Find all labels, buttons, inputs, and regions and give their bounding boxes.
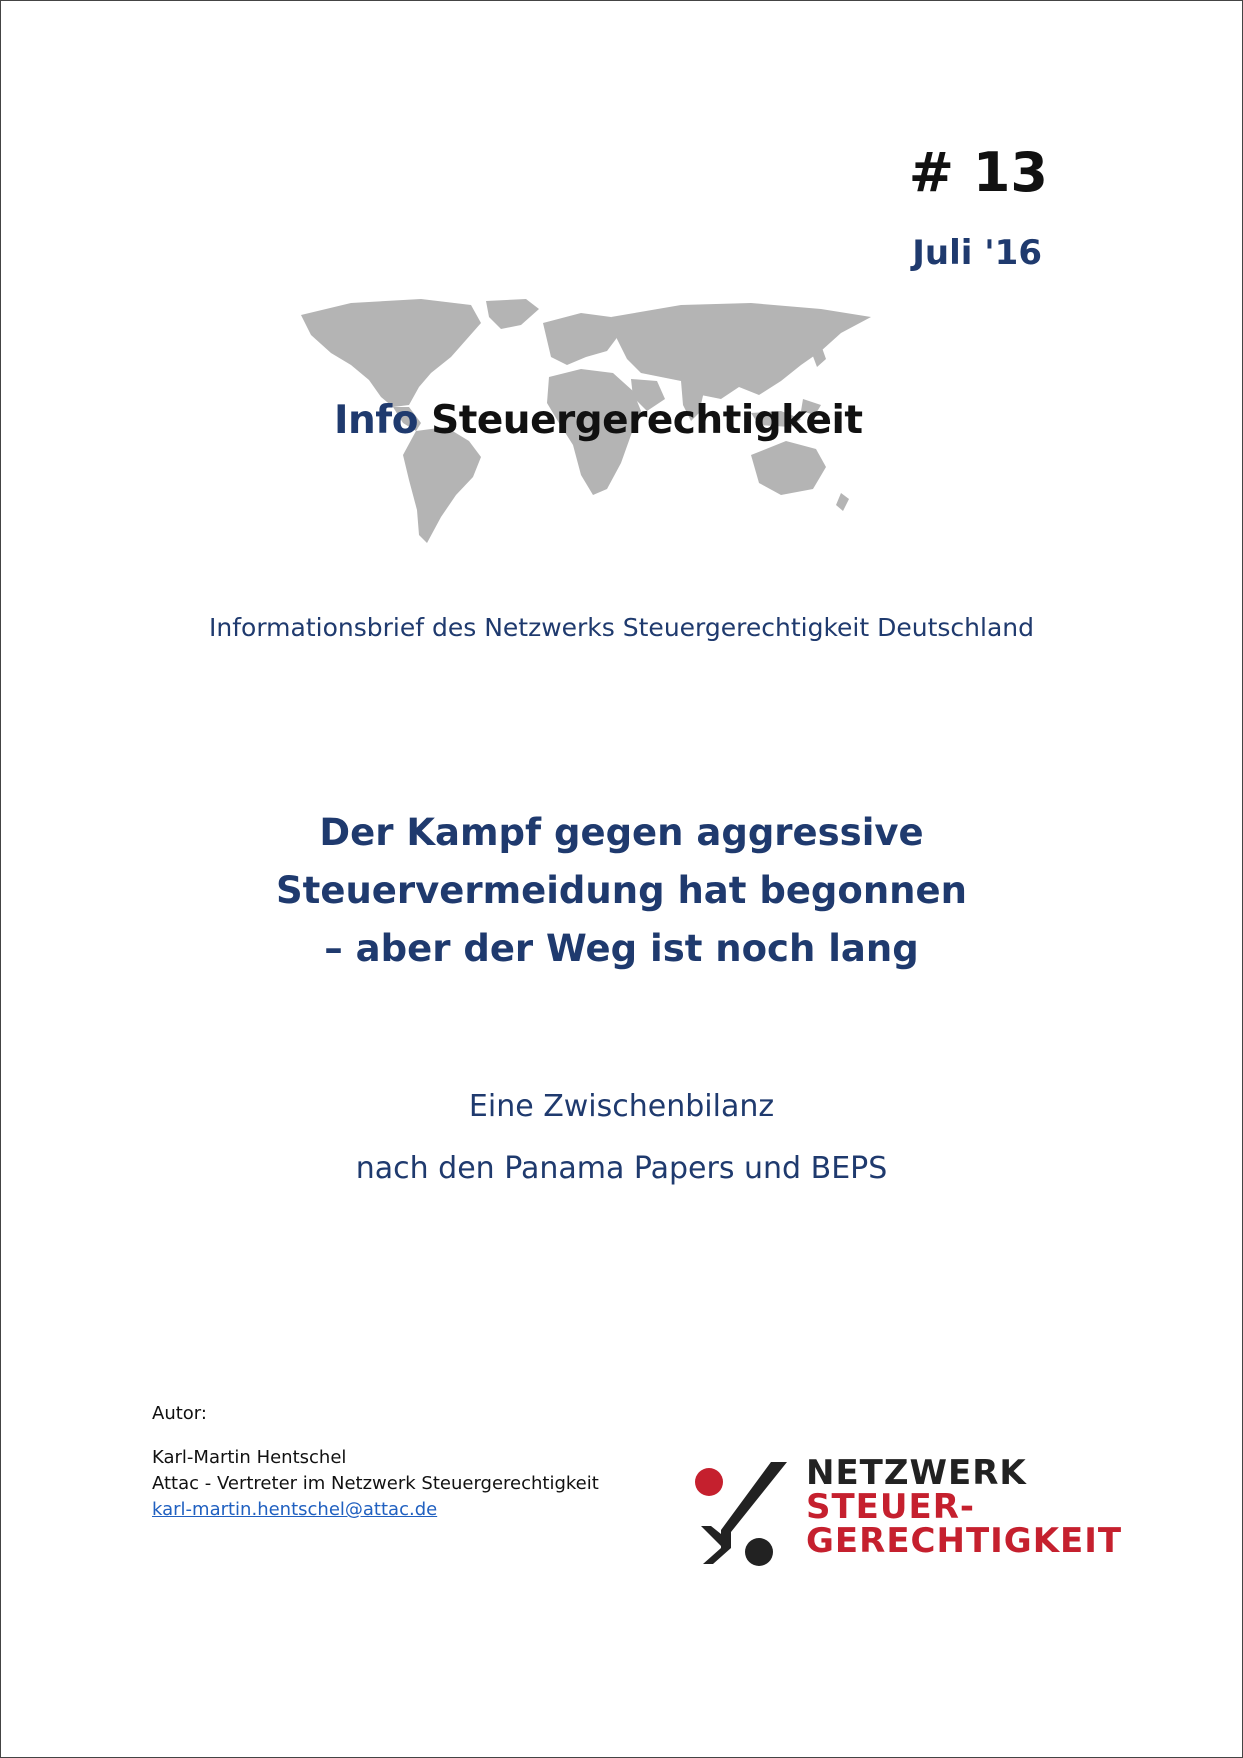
- logo-line-2: STEUER-: [806, 1487, 976, 1527]
- author-name: Karl-Martin Hentschel: [152, 1447, 347, 1468]
- issue-number: # 13: [908, 141, 1048, 204]
- publication-title-name: Steuergerechtigkeit: [431, 398, 863, 443]
- author-email-link[interactable]: karl-martin.hentschel@attac.de: [152, 1499, 438, 1520]
- headline-line-1: Der Kampf gegen aggressive: [319, 811, 924, 854]
- logo-mark-icon: [691, 1454, 801, 1576]
- publication-title: [334, 398, 862, 443]
- headline-line-3: – aber der Weg ist noch lang: [324, 927, 919, 970]
- author-block: [152, 1401, 599, 1523]
- author-role: Attac - Vertreter im Netzwerk Steuergerechtigkeit: [152, 1473, 599, 1494]
- headline-line-2: Steuervermeidung hat begonnen: [276, 869, 967, 912]
- subheadline-line-2: nach den Panama Papers und BEPS: [355, 1151, 888, 1186]
- publication-title-prefix: Info: [334, 398, 419, 443]
- headline: [1, 804, 1242, 978]
- logo-wordmark: [806, 1453, 1123, 1561]
- netzwerk-logo: [691, 1454, 1141, 1576]
- issue-date: Juli '16: [912, 233, 1042, 273]
- subheadline-line-1: Eine Zwischenbilanz: [468, 1089, 775, 1124]
- subtitle: Informationsbrief des Netzwerks Steuergerechtigkeit Deutschland: [209, 613, 1034, 642]
- author-label: Autor:: [152, 1403, 207, 1424]
- logo-line-3: GERECHTIGKEIT: [806, 1521, 1123, 1561]
- subheadline: [1, 1076, 1242, 1200]
- logo-line-1: NETZWERK: [806, 1453, 1027, 1493]
